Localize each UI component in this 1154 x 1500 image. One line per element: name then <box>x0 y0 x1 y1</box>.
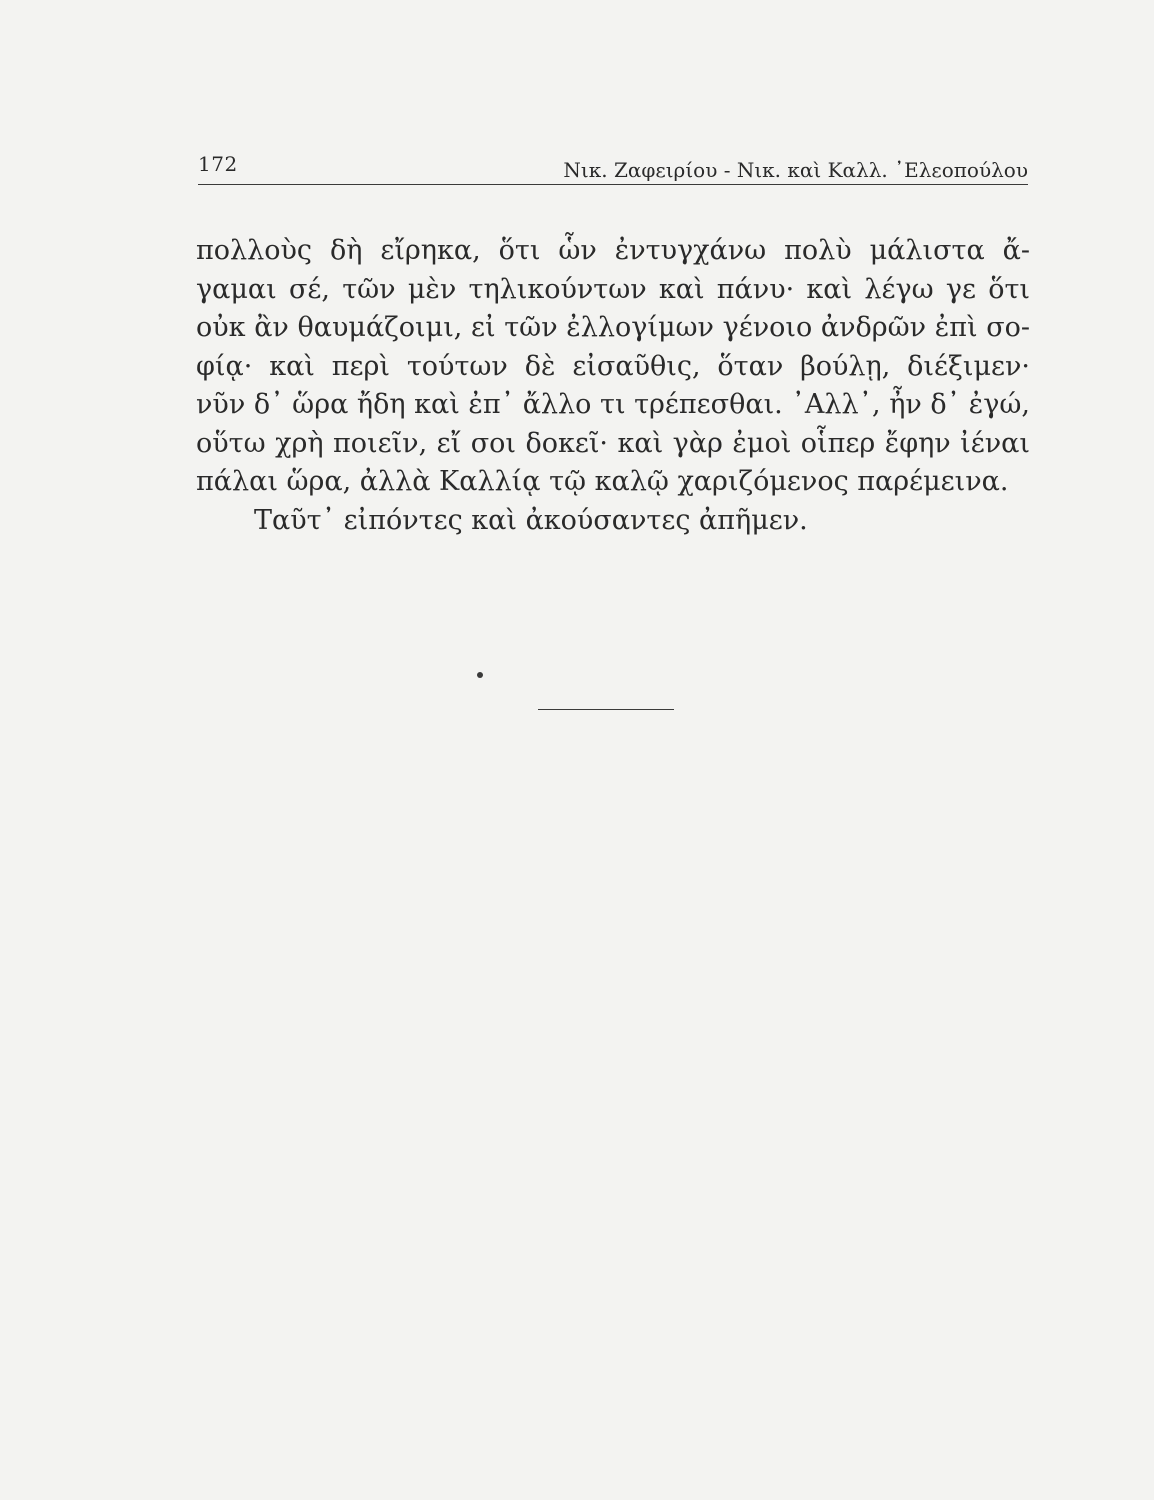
stray-dot-mark <box>477 672 483 678</box>
body-text <box>196 232 1030 540</box>
text-line: πάλαι ὥρα, ἀλλὰ Καλλίᾳ τῷ καλῷ χαριζόμενος παρέμεινα. <box>196 466 1009 497</box>
text-line: οὐκ ἂν θαυμάζοιμι, εἰ τῶν ἐλλογίμων γένοιο ἀνδρῶν ἐπὶ σο- <box>196 312 1030 343</box>
text-line: φίᾳ· καὶ περὶ τούτων δὲ εἰσαῦθις, ὅταν βούλῃ, διέξιμεν· <box>196 350 1030 382</box>
page-number: 172 <box>198 152 238 176</box>
text-line: νῦν δ᾽ ὥρα ἤδη καὶ ἐπ᾽ ἄλλο τι τρέπεσθαι. ᾿Αλλ᾽, ἦν δ᾽ ἐγώ, <box>196 389 1030 420</box>
text-line: γαμαι σέ, τῶν μὲν τηλικούντων καὶ πάνυ· καὶ λέγω γε ὅτι <box>196 273 1030 305</box>
end-rule <box>538 709 674 710</box>
running-head: Νικ. Ζαφειρίου - Νικ. καὶ Καλλ. ᾿Ελεοπούλου <box>563 158 1028 182</box>
header-rule <box>198 184 1028 185</box>
text-line-final: Ταῦτ᾽ εἰπόντες καὶ ἀκούσαντες ἀπῆμεν. <box>254 504 808 536</box>
text-line: οὕτω χρὴ ποιεῖν, εἴ σοι δοκεῖ· καὶ γὰρ ἐμοὶ οἷπερ ἔφην ἰέναι <box>196 427 1030 459</box>
page-header <box>198 152 1028 188</box>
text-line: πολλοὺς δὴ εἴρηκα, ὅτι ὧν ἐντυγχάνω πολὺ μάλιστα ἄ- <box>196 235 1030 266</box>
